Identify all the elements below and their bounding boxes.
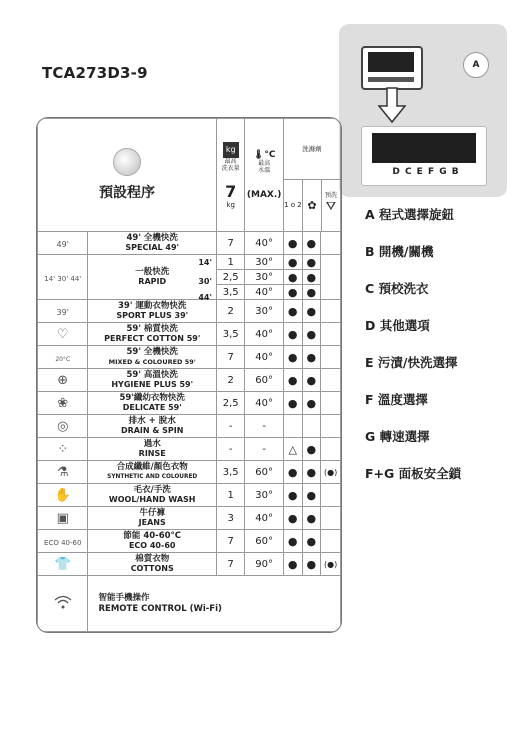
rinse-icon: ⁘	[38, 438, 88, 461]
temp-cell: 30°	[245, 255, 283, 270]
detergent-cell: ●	[283, 346, 302, 369]
softener-cell: ●	[302, 507, 321, 530]
legend-item: D 其他選項	[365, 318, 430, 333]
legend-item: G 轉速選擇	[365, 429, 430, 444]
table-row	[38, 553, 341, 576]
load-cell: 3	[216, 507, 245, 530]
shirt-icon: 20°C	[38, 346, 88, 369]
eco-icon: ECO 40-60	[38, 530, 88, 553]
delicate-icon: ❀	[38, 392, 88, 415]
remote-row	[38, 576, 341, 632]
load-cell: 2	[216, 369, 245, 392]
prewash-label: 預洗	[324, 192, 337, 199]
load-value: 7	[225, 181, 237, 201]
legend-item: B 開機/關機	[365, 244, 434, 259]
table-row	[38, 438, 341, 461]
softener-cell: ●	[302, 461, 321, 484]
table-row	[38, 507, 341, 530]
load-cell: -	[216, 438, 245, 461]
program-name: 14' 30' 44' 一般快洗 RAPID	[88, 255, 216, 300]
temp-cell: 30°	[245, 300, 283, 323]
program-name: 過水 RINSE	[88, 438, 216, 461]
temp-cell: 60°	[245, 369, 283, 392]
detergent-cell: ●	[283, 507, 302, 530]
program-title: 預設程序	[98, 185, 155, 201]
program-table	[36, 117, 342, 633]
program-name: 59'纖幼衣物快洗 DELICATE 59'	[88, 392, 216, 415]
program-name: 59' 全機快洗 MIXED & COLOURED 59'	[88, 346, 216, 369]
prewash-cell	[321, 415, 341, 438]
softener-cell: ●	[302, 392, 321, 415]
table-row	[38, 392, 341, 415]
program-name: 牛仔褲 JEANS	[88, 507, 216, 530]
softener-icon: ✿	[303, 180, 322, 231]
prewash-cell	[321, 300, 341, 323]
softener-cell: ●	[302, 530, 321, 553]
program-name: 39' 運動衣物快洗 SPORT PLUS 39'	[88, 300, 216, 323]
temp-cell: 30°	[245, 484, 283, 507]
table-row	[38, 369, 341, 392]
detergent-label: 洗滌劑	[284, 119, 340, 180]
temp-cell: 40°	[245, 323, 283, 346]
hygiene-icon: ⊕	[38, 369, 88, 392]
prewash-cell	[321, 346, 341, 369]
detergent-cell: ●	[283, 300, 302, 323]
temp-cell: 30°	[245, 270, 283, 285]
prewash-cell	[321, 507, 341, 530]
detergent-cell: ●	[283, 323, 302, 346]
temp-cell: 40°	[245, 392, 283, 415]
program-name: 毛衣/手洗 WOOL/HAND WASH	[88, 484, 216, 507]
program-name: 合成纖維/顏色衣物 SYNTHETIC AND COLOURED	[88, 461, 216, 484]
load-cell: 7	[216, 553, 245, 576]
mini-panel	[361, 46, 423, 90]
prewash-cell: (●)	[321, 553, 341, 576]
legend-item: C 預校洗衣	[365, 281, 429, 296]
temp-cell: 60°	[245, 461, 283, 484]
prewash-cell	[321, 255, 341, 300]
legend-item: F+G 面板安全鎖	[365, 466, 462, 481]
detergent-cell: ●	[283, 369, 302, 392]
detergent-cell: ●	[283, 285, 302, 300]
temp-cell: 40°	[245, 285, 283, 300]
program-icon: 39'	[38, 300, 88, 323]
temp-cell: 40°	[245, 232, 283, 255]
hand-wash-icon: ✋	[38, 484, 88, 507]
panel-letters: D C E F G B	[392, 167, 460, 177]
cotton-icon: ♡	[38, 323, 88, 346]
down-arrow-icon	[377, 86, 407, 126]
control-panel-illustration	[339, 24, 507, 197]
detergent-cell	[283, 415, 302, 438]
softener-cell: ●	[302, 553, 321, 576]
softener-cell: ●	[302, 232, 321, 255]
detergent-cell: ●	[283, 461, 302, 484]
table-row	[38, 415, 341, 438]
label-a-badge: A	[463, 52, 489, 78]
prewash-icon: ⛛	[325, 199, 337, 213]
program-icon: 49'	[38, 232, 88, 255]
table-header	[38, 119, 341, 232]
wifi-icon	[38, 576, 88, 632]
temp-max: (MAX.)	[246, 190, 282, 200]
cottons-icon: 👕	[38, 553, 88, 576]
panel-detail	[361, 126, 487, 186]
load-cell: -	[216, 415, 245, 438]
temp-cell: -	[245, 438, 283, 461]
table-row	[38, 323, 341, 346]
load-label: 最高 洗衣量	[221, 157, 240, 172]
flask-icon: ⚗	[38, 461, 88, 484]
load-cell: 1	[216, 484, 245, 507]
drain-spin-icon: ◎	[38, 415, 88, 438]
prewash-cell	[321, 484, 341, 507]
program-name: 節能 40-60°C ECO 40-60	[88, 530, 216, 553]
table-row	[38, 530, 341, 553]
prewash-cell	[321, 438, 341, 461]
temp-cell: -	[245, 415, 283, 438]
detergent-header	[283, 119, 340, 232]
temp-cell: 60°	[245, 530, 283, 553]
softener-cell: ●	[302, 346, 321, 369]
program-name: 棉質衣物 COTTONS	[88, 553, 216, 576]
detergent-cell: ●	[283, 255, 302, 270]
prewash-cell	[321, 392, 341, 415]
detergent-cell: ●	[283, 270, 302, 285]
thermometer-icon: 🌡°C	[252, 150, 276, 160]
program-icon: 14' 30' 44'	[38, 255, 88, 300]
prewash-cell	[321, 530, 341, 553]
detergent-cell: ●	[283, 530, 302, 553]
prewash-cell	[321, 369, 341, 392]
prewash-cell: (●)	[321, 461, 341, 484]
softener-cell	[302, 415, 321, 438]
remote-control-label: 智能手機操作 REMOTE CONTROL (Wi-Fi)	[88, 576, 341, 632]
legend-item: F 溫度選擇	[365, 392, 428, 407]
program-name: 49' 全機快洗 SPECIAL 49'	[88, 232, 216, 255]
softener-cell: ●	[302, 484, 321, 507]
program-header	[38, 119, 217, 232]
program-name: 59' 棉質快洗 PERFECT COTTON 59'	[88, 323, 216, 346]
temp-cell: 40°	[245, 346, 283, 369]
knob-icon	[113, 148, 141, 176]
jeans-icon: ▣	[38, 507, 88, 530]
prewash-cell	[321, 323, 341, 346]
legend-item: A 程式選擇旋鈕	[365, 207, 455, 222]
load-unit: kg	[226, 200, 235, 209]
program-name: 排水 + 脫水 DRAIN & SPIN	[88, 415, 216, 438]
temp-unit: °C	[264, 150, 276, 160]
load-cell: 1	[216, 255, 245, 270]
detergent-col1: 1 o 2	[284, 180, 303, 231]
table-row	[38, 461, 341, 484]
load-cell: 7	[216, 346, 245, 369]
load-header	[216, 119, 245, 232]
softener-cell: ●	[302, 438, 321, 461]
temp-cell: 40°	[245, 507, 283, 530]
detergent-cell: ●	[283, 553, 302, 576]
model-number: TCA273D3-9	[42, 64, 148, 82]
prewash-cell	[321, 232, 341, 255]
table-row	[38, 346, 341, 369]
softener-cell: ●	[302, 285, 321, 300]
prewash-col	[322, 180, 340, 231]
table-row	[38, 232, 341, 255]
softener-cell: ●	[302, 300, 321, 323]
detergent-cell: ●	[283, 232, 302, 255]
table-row	[38, 484, 341, 507]
program-name: 59' 高溫快洗 HYGIENE PLUS 59'	[88, 369, 216, 392]
load-cell: 2	[216, 300, 245, 323]
load-cell: 3,5	[216, 285, 245, 300]
temp-header	[245, 119, 283, 232]
weight-icon: kg	[223, 142, 239, 158]
legend-item: E 污漬/快洗選擇	[365, 355, 458, 370]
load-cell: 7	[216, 232, 245, 255]
load-cell: 2,5	[216, 392, 245, 415]
softener-cell: ●	[302, 323, 321, 346]
table-row	[38, 255, 341, 270]
load-cell: 3,5	[216, 461, 245, 484]
softener-cell: ●	[302, 369, 321, 392]
load-cell: 7	[216, 530, 245, 553]
temp-cell: 90°	[245, 553, 283, 576]
table-row	[38, 300, 341, 323]
detergent-cell: ●	[283, 392, 302, 415]
load-cell: 2,5	[216, 270, 245, 285]
softener-cell: ●	[302, 255, 321, 270]
detergent-cell: ●	[283, 484, 302, 507]
detergent-cell: △	[283, 438, 302, 461]
load-cell: 3,5	[216, 323, 245, 346]
temp-label: 最高 水溫	[258, 160, 271, 174]
softener-cell: ●	[302, 270, 321, 285]
